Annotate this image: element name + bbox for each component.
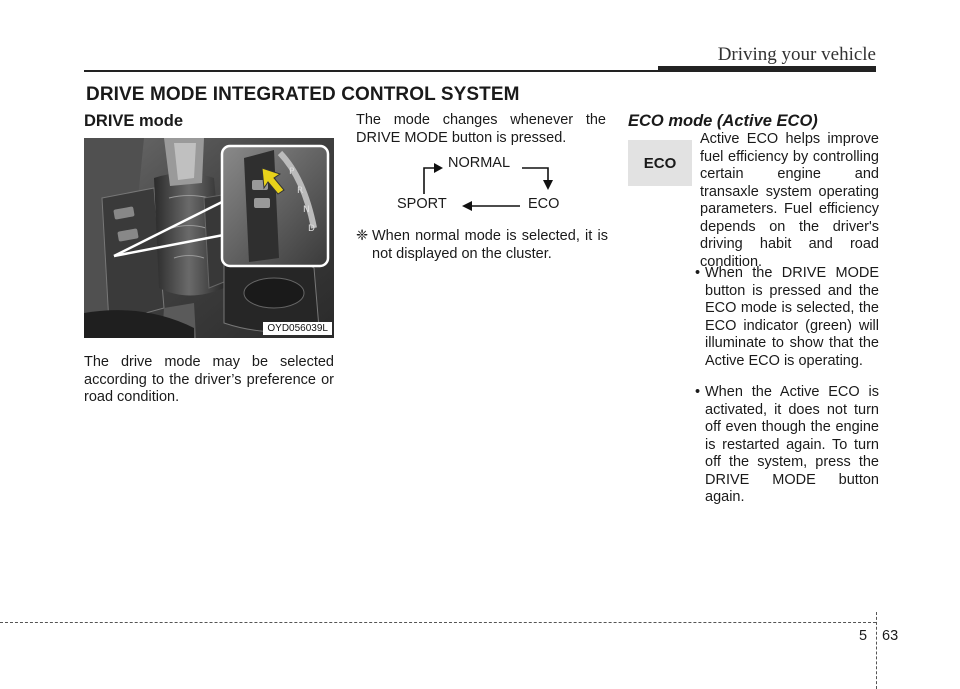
page-number: 63 — [882, 628, 899, 644]
eco-bullet-item — [695, 384, 879, 507]
gear-console-photo — [84, 138, 334, 338]
eco-bullet-text: When the DRIVE MODE button is pressed and the ECO mode is selected, the ECO indicator (green) will illuminate to show that the Active ECO is operating. — [705, 265, 879, 369]
mode-change-text: The mode changes whenever the DRIVE MODE button is pressed. — [356, 112, 606, 146]
eco-bullet-text: When the Active ECO is activated, it does not turn off even though the engine is restarted again. To turn off the system, press the DRIVE MODE button again. — [705, 384, 879, 505]
footer-rule — [0, 622, 876, 623]
svg-text:N: N — [303, 205, 310, 215]
normal-mode-note — [356, 228, 608, 263]
chapter-title: Driving your vehicle — [717, 44, 876, 65]
section-title: DRIVE MODE INTEGRATED CONTROL SYSTEM — [86, 84, 520, 105]
normal-to-eco-arrowhead — [543, 180, 553, 190]
sport-to-normal-arrow — [424, 168, 434, 194]
eco-mode-label: ECO — [528, 196, 560, 212]
svg-text:D: D — [308, 224, 315, 234]
header-bar — [658, 66, 876, 72]
mode-cycle-diagram — [380, 150, 590, 220]
drive-mode-heading: DRIVE mode — [84, 112, 184, 130]
sport-mode-label: SPORT — [397, 196, 447, 212]
bullet-icon: • — [695, 384, 701, 400]
normal-to-eco-arrow — [522, 168, 548, 180]
note-text: When normal mode is selected, it is not displayed on the cluster. — [372, 228, 608, 262]
svg-text:P: P — [289, 167, 295, 177]
eco-description: Active ECO helps improve fuel efficiency by controlling certain engine and transaxle system operating parameters. Fuel efficiency depends on the driver's driving habit and road condition. — [700, 131, 879, 270]
footer-divider — [876, 612, 877, 689]
note-symbol-icon: ❈ — [356, 228, 369, 244]
sport-to-normal-arrowhead — [434, 163, 443, 173]
header-rule — [84, 70, 658, 72]
gear-console-illustration — [84, 138, 334, 338]
eco-mode-heading: ECO mode (Active ECO) — [628, 112, 818, 130]
bullet-icon: • — [695, 265, 701, 281]
eco-indicator-badge: ECO — [628, 140, 692, 186]
normal-mode-label: NORMAL — [448, 155, 511, 171]
eco-to-sport-arrowhead — [462, 201, 472, 211]
drive-mode-intro: The drive mode may be selected according to the driver’s preference or road condition. — [84, 354, 334, 405]
svg-text:R: R — [297, 186, 304, 196]
photo-code-label: OYD056039L — [263, 322, 332, 335]
section-number: 5 — [859, 628, 868, 644]
eco-bullet-item — [695, 265, 879, 370]
